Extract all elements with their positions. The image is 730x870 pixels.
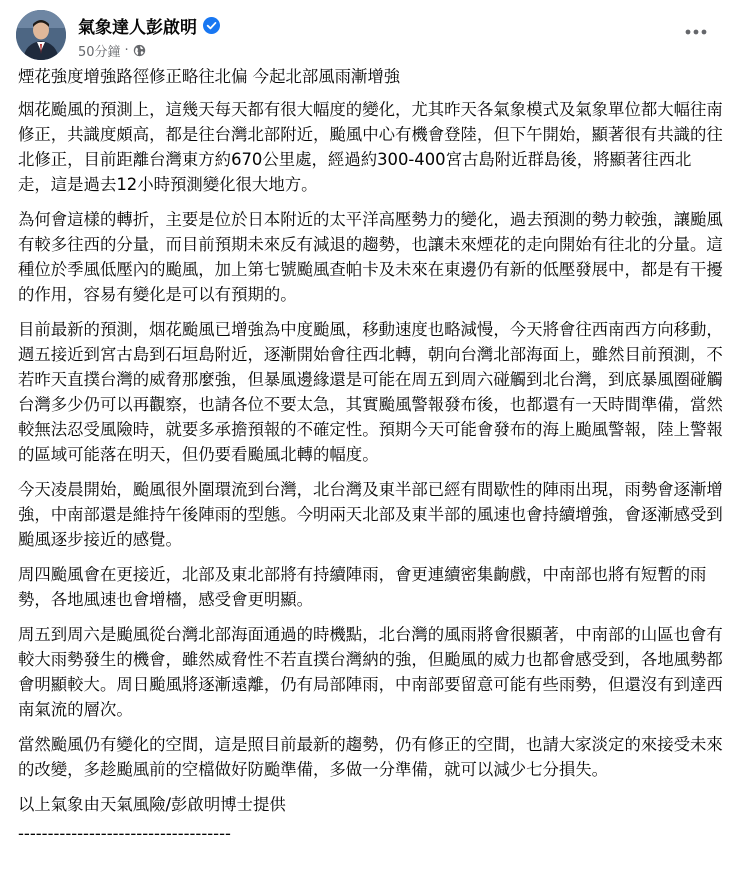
more-horizontal-icon <box>685 29 707 35</box>
post-header <box>16 10 714 66</box>
post-source-credit: 以上氣象由天氣風險/彭啟明博士提供 <box>18 795 286 814</box>
post-divider-line: ------------------------------------ <box>18 824 231 843</box>
globe-icon[interactable] <box>133 44 146 57</box>
post-paragraph: 當然颱風仍有變化的空間，這是照目前最新的趨勢，仍有修正的空間，也請大家淡定的來接受未來的改變，多趁颱風前的空檔做好防颱準備，多做一分準備，就可以減少七分損失。 <box>18 735 723 779</box>
post-paragraph: 烟花颱風的預測上，這幾天每天都有很大幅度的變化，尤其昨天各氣象模式及氣象單位都大幅往南修正，共識度頗高，都是往台灣北部附近，颱風中心有機會登陸，但下午開始，顯著很有共識的往北修正，目前距離台灣東方約670公里處，經過約300-400宮古島附近群島後，將顯著往西北走，這是過去12小時預測變化很大地方。 <box>18 100 723 194</box>
post-paragraph: 今天凌晨開始，颱風很外圍環流到台灣，北台灣及東半部已經有間歇性的陣雨出現，雨勢會逐漸增強，中南部還是維持午後陣雨的型態。今明兩天北部及東半部的風速也會持續增強，會逐漸感受到颱風逐步接近的感覺。 <box>18 480 723 549</box>
author-block <box>78 12 220 60</box>
post-meta <box>78 40 220 60</box>
meta-separator: · <box>124 42 129 58</box>
avatar[interactable] <box>16 10 66 60</box>
post-body <box>18 64 724 846</box>
verified-badge-icon <box>203 17 220 34</box>
post-timestamp[interactable]: 50分鐘 <box>78 44 121 60</box>
more-options-button[interactable] <box>678 14 714 50</box>
post-headline: 煙花強度增強路徑修正略往北偏 今起北部風雨漸增強 <box>18 67 401 86</box>
author-name[interactable]: 氣象達人彭啟明 <box>78 17 197 38</box>
author-line <box>78 12 220 38</box>
post-paragraph: 周五到周六是颱風從台灣北部海面通過的時機點，北台灣的風雨將會很顯著，中南部的山區也會有較大雨勢發生的機會，雖然威脅性不若直撲台灣納的強，但颱風的威力也都會感受到，各地風勢都會明顯較大。周日颱風將逐漸遠離，仍有局部陣雨，中南部要留意可能有些雨勢，但還沒有到達西南氣流的層次。 <box>18 625 723 719</box>
post-paragraph: 周四颱風會在更接近，北部及東北部將有持續陣雨，會更連續密集齣戲，中南部也將有短暫的雨勢，各地風速也會增檣，感受會更明顯。 <box>18 565 707 609</box>
post-paragraph: 目前最新的預測，烟花颱風已增強為中度颱風，移動速度也略減慢，今天將會往西南西方向移動，週五接近到宮古島到石垣島附近，逐漸開始會往西北轉，朝向台灣北部海面上，雖然目前預測，不若昨天直撲台灣的威脅那麼強，但暴風邊緣還是可能在周五到周六碰觸到北台灣，到底暴風圈碰觸台灣多少仍可以再觀察，也請各位不要太急，其實颱風警報發布後，也都還有一天時間準備，當然較無法忍受風險時，就要多承擔預報的不確定性。預期今天可能會發布的海上颱風警報，陸上警報的區域可能落在明天，但仍要看颱風北轉的幅度。 <box>18 320 723 464</box>
avatar-image-icon <box>16 10 66 60</box>
post-paragraph: 為何會這樣的轉折，主要是位於日本附近的太平洋高壓勢力的變化，過去預測的勢力較強，讓颱風有較多往西的分量，而目前預期未來反有減退的趨勢，也讓未來煙花的走向開始有往北的分量。這種位於季風低壓內的颱風，加上第七號颱風查帕卡及未來在東邊仍有新的低壓發展中，都是有干擾的作用，容易有變化是可以有預期的。 <box>18 210 723 304</box>
